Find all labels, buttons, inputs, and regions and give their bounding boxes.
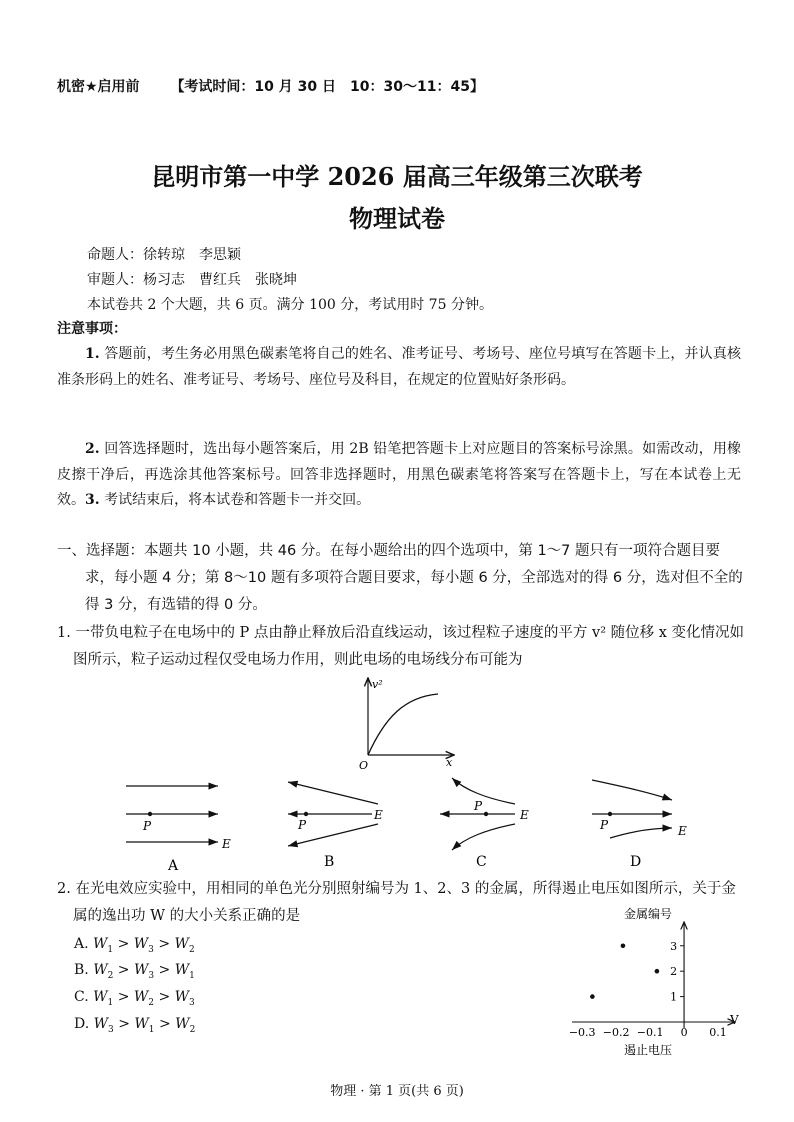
- note-1-number: 1.: [85, 346, 100, 362]
- exam-title: 昆明市第一中学 2026 届高三年级第三次联考: [151, 162, 643, 191]
- data-point-metal-2: [655, 969, 660, 974]
- x-tick-label: −0.2: [602, 1026, 630, 1039]
- exam-subject-title: 物理试卷: [349, 204, 445, 233]
- option-c-diagram: [440, 778, 529, 870]
- confidential-label: 机密★启用前: [57, 79, 140, 95]
- option-a-field: E: [222, 837, 231, 851]
- graph-x-label: x: [446, 756, 453, 769]
- q1-option-diagrams: [100, 770, 720, 880]
- option-a-diagram: [126, 786, 231, 874]
- graph-y-label: v²: [372, 678, 383, 691]
- page-footer: 物理 · 第 1 页(共 6 页): [330, 1084, 464, 1099]
- question-1-text: 1. 一带负电粒子在电场中的 P 点由静止释放后沿直线运动，该过程粒子速度的平方 v² 随位移 x 变化情况如图所示，粒子运动过程仅受电场力作用，则此电场的电场线分布可能为: [57, 625, 745, 668]
- option-b-diagram: [288, 782, 383, 870]
- x-tick-label: 0.1: [709, 1026, 727, 1039]
- chart-x-title: 遏止电压: [624, 1043, 673, 1057]
- note-1-text: 答题前，考生务必用黑色碳素笔将自己的姓名、准考证号、考场号、座位号填写在答题卡上，并认真核准条形码上的姓名、准考证号、考场号、座位号及科目，在规定的位置贴好条形码。: [57, 346, 741, 388]
- note-3-number: 3.: [85, 492, 100, 508]
- note-3: [57, 488, 741, 514]
- exam-header: [57, 76, 484, 96]
- chart-y-title: 金属编号: [624, 907, 673, 921]
- q2-stopping-voltage-chart: [560, 900, 750, 1060]
- y-tick-label: 1: [670, 990, 678, 1004]
- option-d-field: E: [678, 824, 687, 838]
- y-tick-label: 2: [670, 965, 678, 979]
- q2-option-c: C. $W_1 > W_2 > W_3$: [74, 989, 195, 1008]
- q2-option-a: A. $W_1 > W_3 > W_2$: [74, 936, 195, 955]
- option-a-letter: A: [168, 858, 179, 874]
- note-3-text: 考试结束后，将本试卷和答题卡一并交回。: [99, 492, 371, 508]
- option-d-letter: D: [630, 854, 642, 870]
- q1-v2-x-graph: [350, 672, 460, 772]
- q2-option-b: B. $W_2 > W_3 > W_1$: [74, 962, 195, 981]
- exam-time: 【考试时间：10 月 30 日 10：30～11：45】: [170, 79, 484, 95]
- x-tick-label: −0.1: [636, 1026, 664, 1039]
- note-1: [57, 342, 741, 393]
- option-c-letter: C: [476, 854, 487, 870]
- data-point-metal-1: [590, 994, 595, 999]
- y-tick-label: 3: [670, 939, 678, 953]
- option-c-point: P: [474, 799, 483, 813]
- option-b-point: P: [298, 818, 307, 832]
- graph-origin-label: O: [359, 759, 369, 772]
- note-2-number: 2.: [85, 441, 100, 457]
- option-d-diagram: [592, 780, 687, 870]
- option-c-field: E: [520, 808, 529, 822]
- reviewers-line: 审题人：杨习志 曹红兵 张晓坤: [87, 272, 297, 288]
- section-1-instructions: 一、选择题：本题共 10 小题，共 46 分。在每小题给出的四个选项中，第 1～7 题只有一项符合题目要求，每小题 4 分；第 8～10 题有多项符合题目要求，每小题 6 分，全部选对的得 6 分，选对但不全的得 3 分，有选错的得 0 分。: [57, 543, 743, 613]
- option-d-point: P: [600, 818, 609, 832]
- authors-line: 命题人：徐转琼 李思颖: [87, 247, 241, 263]
- option-b-letter: B: [324, 854, 335, 870]
- data-point-metal-3: [621, 943, 626, 948]
- notes-heading: 注意事项：: [57, 321, 127, 337]
- option-b-field: E: [374, 808, 383, 822]
- option-a-point: P: [143, 819, 152, 833]
- summary-line: 本试卷共 2 个大题，共 6 页。满分 100 分，考试用时 75 分钟。: [87, 297, 493, 313]
- chart-x-unit: V: [730, 1013, 739, 1027]
- note-2-text: 回答选择题时，选出每小题答案后，用 2B 铅笔把答题卡上对应题目的答案标号涂黑。如需改动，用橡皮擦干净后，再选涂其他答案标号。回答非选择题时，用黑色碳素笔将答案写在答题卡上，写在本试卷上无效。: [57, 441, 741, 508]
- question-2-text: 2. 在光电效应实验中，用相同的单色光分别照射编号为 1、2、3 的金属，所得遏止电压如图所示，关于金属的逸出功 W 的大小关系正确的是: [57, 881, 736, 924]
- q2-option-d: D. $W_3 > W_1 > W_2$: [74, 1016, 196, 1035]
- x-tick-label: −0.3: [568, 1026, 596, 1039]
- x-tick-label: 0: [680, 1026, 688, 1039]
